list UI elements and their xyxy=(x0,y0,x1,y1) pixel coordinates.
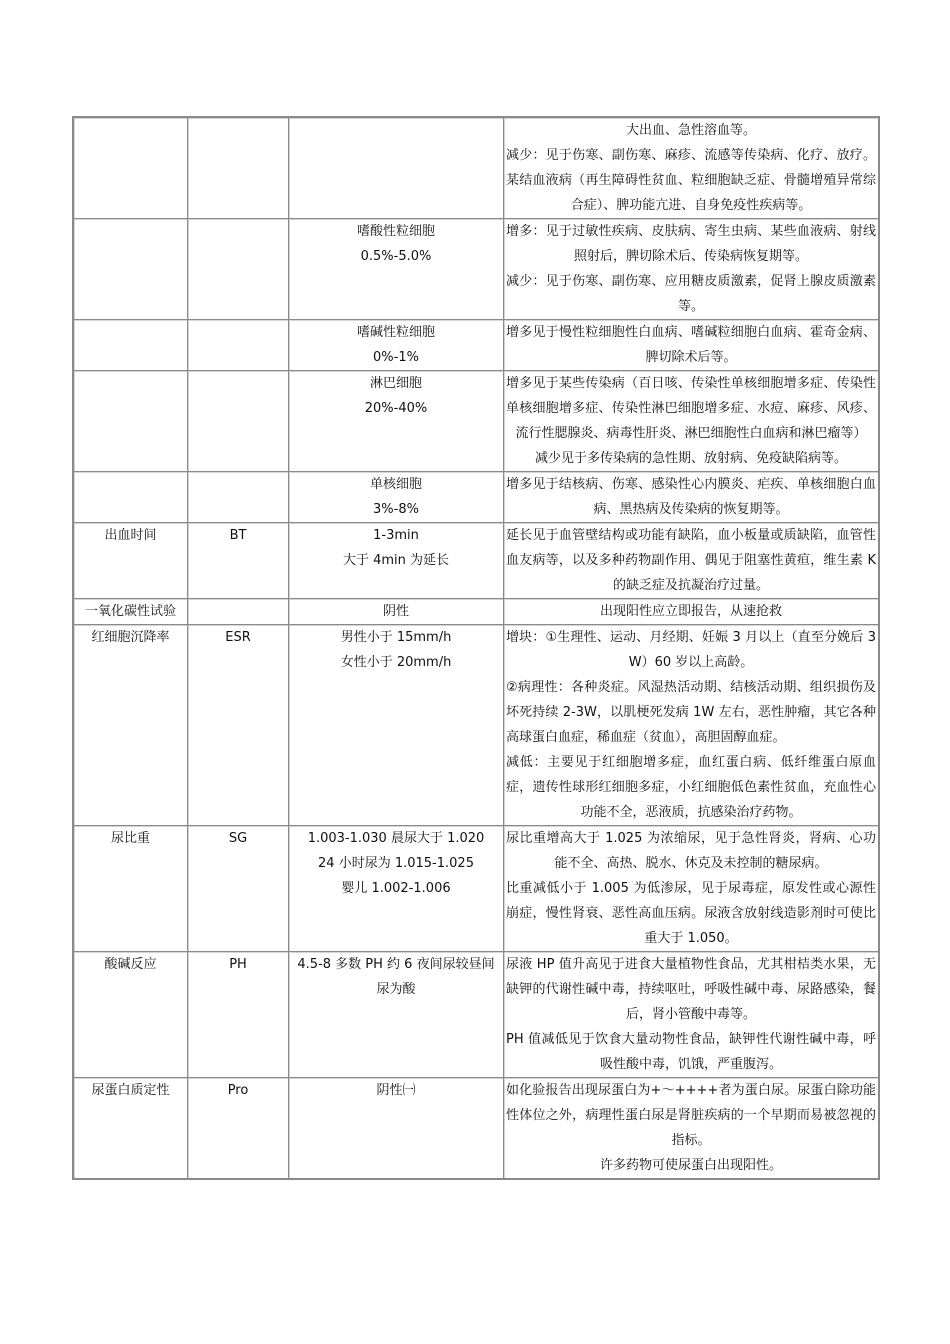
reference-range-line: 嗜碱性粒细胞 xyxy=(356,325,435,340)
clinical-significance-paragraph: 尿液 HP 值升高见于进食大量植物性食品，尤其柑桔类水果，无缺钾的代谢性碱中毒，持续呕吐，呼吸性碱中毒、尿路感染，餐后，肾小管酸中毒等。 xyxy=(506,957,876,1022)
clinical-significance-cell xyxy=(504,219,879,320)
table-row xyxy=(74,952,879,1078)
table-row xyxy=(74,118,879,219)
table-row xyxy=(74,371,879,472)
reference-range-cell xyxy=(289,952,504,1078)
test-abbreviation-cell: Pro xyxy=(188,1078,289,1179)
reference-range-cell xyxy=(289,523,504,599)
clinical-significance-paragraph: 比重减低小于 1.005 为低渗尿，见于尿毒症，原发性或心源性崩症，慢性肾衰、恶性高血压病。尿液含放射线造影剂时可使比重大于 1.050。 xyxy=(506,881,876,946)
clinical-significance-paragraph: 减少：见于伤寒、副伤寒、应用糖皮质激素，促肾上腺皮质激素等。 xyxy=(506,274,876,314)
clinical-significance-paragraph: 减低：主要见于红细胞增多症，血红蛋白病、低纤维蛋白原血症，遗传性球形红细胞多症，小红细胞低色素性贫血，充血性心功能不全，恶液质，抗感染治疗药物。 xyxy=(506,755,876,820)
reference-range-cell xyxy=(289,219,504,320)
reference-range-cell xyxy=(289,1078,504,1179)
table-row xyxy=(74,1078,879,1179)
clinical-significance-cell xyxy=(504,472,879,523)
clinical-significance-cell xyxy=(504,523,879,599)
clinical-significance-paragraph: 增块：①生理性、运动、月经期、妊娠 3 月以上（直至分娩后 3W）60 岁以上高龄。 xyxy=(506,630,876,670)
table-row xyxy=(74,599,879,625)
reference-range-line: 阴性 xyxy=(382,604,409,619)
clinical-significance-paragraph: PH 值减低见于饮食大量动物性食品，缺钾性代谢性碱中毒，呼吸性酸中毒，饥饿，严重腹泻。 xyxy=(506,1032,876,1072)
test-abbreviation-cell xyxy=(188,219,289,320)
table-body xyxy=(74,118,879,1179)
reference-range-cell xyxy=(289,118,504,219)
test-name-cell xyxy=(74,320,188,371)
clinical-significance-paragraph: 减少：见于伤寒、副伤寒、麻疹、流感等传染病、化疗、放疗。某结血液病（再生障碍性贫血、粒细胞缺乏症、骨髓增殖异常综合症）、脾功能亢进、自身免疫性疾病等。 xyxy=(506,148,876,213)
reference-range-line: 1.003-1.030 晨尿大于 1.020 xyxy=(307,831,485,846)
clinical-significance-cell xyxy=(504,371,879,472)
clinical-significance-cell xyxy=(504,1078,879,1179)
clinical-significance-paragraph: 延长见于血管壁结构或功能有缺陷，血小板量或质缺陷，血管性血友病等，以及多种药物副作用、偶见于阻塞性黄疸，维生素 K 的缺乏症及抗凝治疗过量。 xyxy=(506,528,876,593)
reference-range-line: 3%-8% xyxy=(373,502,419,517)
reference-range-line: 0.5%-5.0% xyxy=(360,249,432,264)
clinical-significance-paragraph: 如化验报告出现尿蛋白为+～++++者为蛋白尿。尿蛋白除功能性体位之外，病理性蛋白尿是肾脏疾病的一个早期而易被忽视的指标。 xyxy=(506,1083,876,1148)
clinical-significance-cell xyxy=(504,952,879,1078)
reference-range-line: 1-3min xyxy=(373,528,419,543)
reference-range-line: 24 小时尿为 1.015-1.025 xyxy=(318,856,474,871)
reference-range-cell xyxy=(289,625,504,826)
clinical-significance-paragraph: 增多：见于过敏性疾病、皮肤病、寄生虫病、某些血液病、射线照射后，脾切除术后、传染病恢复期等。 xyxy=(506,224,876,264)
test-abbreviation-cell xyxy=(188,320,289,371)
test-name-cell xyxy=(74,118,188,219)
table-row xyxy=(74,320,879,371)
clinical-significance-cell xyxy=(504,599,879,625)
reference-range-line: 嗜酸性粒细胞 xyxy=(356,224,435,239)
clinical-significance-cell xyxy=(504,625,879,826)
reference-range-cell xyxy=(289,599,504,625)
reference-range-line: 淋巴细胞 xyxy=(369,376,422,391)
clinical-significance-paragraph: 大出血、急性溶血等。 xyxy=(625,123,756,138)
test-abbreviation-cell: BT xyxy=(188,523,289,599)
clinical-significance-cell xyxy=(504,118,879,219)
reference-range-cell xyxy=(289,320,504,371)
test-name-cell: 酸碱反应 xyxy=(74,952,188,1078)
test-abbreviation-cell xyxy=(188,371,289,472)
table-row xyxy=(74,523,879,599)
table-row xyxy=(74,826,879,952)
reference-range-cell xyxy=(289,371,504,472)
test-abbreviation-cell: ESR xyxy=(188,625,289,826)
test-name-cell: 一氧化碳性试验 xyxy=(74,599,188,625)
reference-range-line: 女性小于 20mm/h xyxy=(340,655,452,670)
reference-range-line: 20%-40% xyxy=(364,401,428,416)
clinical-significance-paragraph: 增多见于某些传染病（百日咳、传染性单核细胞增多症、传染性单核细胞增多症、传染性淋巴细胞增多症、水痘、麻疹、风疹、流行性腮腺炎、病毒性肝炎、淋巴细胞性白血病和淋巴瘤等） xyxy=(506,376,876,441)
clinical-significance-paragraph: 出现阳性应立即报告，从速抢救 xyxy=(599,604,782,619)
reference-range-line: 大于 4min 为延长 xyxy=(342,553,450,568)
clinical-significance-paragraph: 减少见于多传染病的急性期、放射病、免疫缺陷病等。 xyxy=(534,451,847,466)
reference-range-line: 单核细胞 xyxy=(369,477,422,492)
table-row xyxy=(74,625,879,826)
clinical-significance-paragraph: 许多药物可使尿蛋白出现阳性。 xyxy=(599,1158,782,1173)
test-abbreviation-cell: SG xyxy=(188,826,289,952)
reference-range-line: 男性小于 15mm/h xyxy=(340,630,452,645)
table-row xyxy=(74,472,879,523)
reference-range-cell xyxy=(289,826,504,952)
test-name-cell: 尿比重 xyxy=(74,826,188,952)
lab-reference-table xyxy=(72,116,880,1180)
reference-range-line: 阴性㈠ xyxy=(376,1083,416,1098)
test-name-cell: 尿蛋白质定性 xyxy=(74,1078,188,1179)
test-abbreviation-cell xyxy=(188,118,289,219)
test-name-cell xyxy=(74,472,188,523)
test-abbreviation-cell: PH xyxy=(188,952,289,1078)
clinical-significance-paragraph: 尿比重增高大于 1.025 为浓缩尿，见于急性肾炎，肾病、心功能不全、高热、脱水、休克及未控制的糖尿病。 xyxy=(506,831,876,871)
reference-range-line: 婴儿 1.002-1.006 xyxy=(341,881,451,896)
test-name-cell: 红细胞沉降率 xyxy=(74,625,188,826)
clinical-significance-paragraph: 增多见于结核病、伤寒、感染性心内膜炎、疟疾、单核细胞白血病、黑热病及传染病的恢复期等。 xyxy=(506,477,876,517)
test-abbreviation-cell xyxy=(188,599,289,625)
test-name-cell xyxy=(74,371,188,472)
test-abbreviation-cell xyxy=(188,472,289,523)
reference-range-cell xyxy=(289,472,504,523)
clinical-significance-cell xyxy=(504,826,879,952)
reference-range-line: 0%-1% xyxy=(373,350,419,365)
clinical-significance-paragraph: ②病理性：各种炎症。风湿热活动期、结核活动期、组织损伤及坏死持续 2-3W，以肌梗死发病 1W 左右，恶性肿瘤，其它各种高球蛋白血症，稀血症（贫血），高胆固醇血症。 xyxy=(506,680,876,745)
table-row xyxy=(74,219,879,320)
test-name-cell xyxy=(74,219,188,320)
clinical-significance-cell xyxy=(504,320,879,371)
test-name-cell: 出血时间 xyxy=(74,523,188,599)
reference-range-line: 4.5-8 多数 PH 约 6 夜间尿较昼间尿为酸 xyxy=(297,957,495,997)
clinical-significance-paragraph: 增多见于慢性粒细胞性白血病、嗜碱粒细胞白血病、霍奇金病、脾切除术后等。 xyxy=(506,325,876,365)
